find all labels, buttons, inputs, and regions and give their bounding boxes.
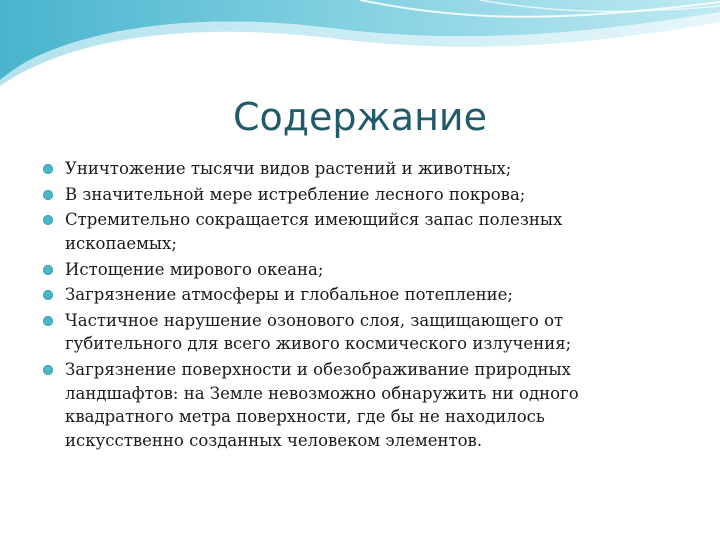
list-item: [43, 283, 663, 307]
list-item-text: Загрязнение поверхности и обезображивание природных ландшафтов: на Земле невозможно обнаружить ни одного квадратного метра поверхности, где бы не находилось искусственно созданных человеком элементов.: [65, 360, 579, 450]
bullet-dot-icon: [43, 164, 53, 174]
bullet-dot-icon: [43, 215, 53, 225]
decorative-wave-header: [0, 0, 720, 90]
bullet-dot-icon: [43, 316, 53, 326]
list-item: [43, 208, 663, 255]
bullet-list: [43, 157, 663, 454]
list-item: [43, 157, 663, 181]
list-item-text: Стремительно сокращается имеющийся запас полезных ископаемых;: [65, 210, 563, 253]
list-item: [43, 258, 663, 282]
list-item-text: Частичное нарушение озонового слоя, защищающего от губительного для всего живого космического излучения;: [65, 310, 572, 354]
bullet-dot-icon: [43, 190, 53, 200]
list-item: [43, 183, 663, 207]
list-item-text: Загрязнение атмосферы и глобальное потепление;: [65, 285, 513, 305]
list-item: [43, 309, 663, 356]
list-item-text: Истощение мирового океана;: [65, 259, 324, 279]
list-item-text: В значительной мере истребление лесного покрова;: [65, 184, 526, 204]
list-item-text: Уничтожение тысячи видов растений и животных;: [65, 159, 512, 178]
bullet-dot-icon: [43, 290, 53, 300]
list-item: [43, 358, 663, 452]
bullet-dot-icon: [43, 265, 53, 275]
slide-title: Содержание: [233, 95, 487, 139]
bullet-dot-icon: [43, 365, 53, 375]
